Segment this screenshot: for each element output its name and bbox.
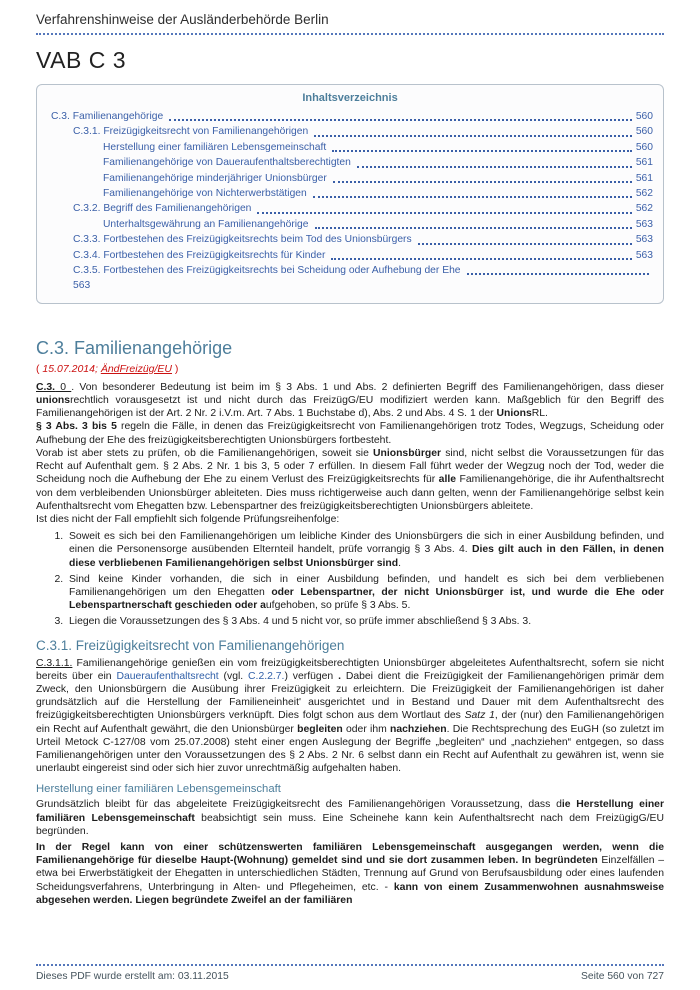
toc-entry[interactable] — [47, 248, 653, 263]
toc-dot-leader — [332, 150, 632, 152]
text-run: Grundsätzlich bleibt für das abgeleitete Freizügigkeitsrecht des Familienangehörigen Voraussetzung, dass d — [36, 799, 562, 811]
doc-title: VAB C 3 — [36, 47, 126, 73]
document-page — [36, 12, 665, 982]
text-run: Familienangehörige genießen ein vom freizügigkeitsberechtigten Unionsbürger abgeleitetes Aufenthaltsrecht, sofern sie nicht bereits über ein — [36, 657, 664, 682]
text-run: nachziehen — [390, 723, 447, 735]
toc-dot-leader — [418, 243, 632, 245]
text-run: . — [398, 557, 402, 569]
toc-page-number: 560 — [635, 111, 653, 122]
text-run: . — [71, 381, 80, 393]
text-run: ( — [36, 362, 43, 375]
text-run: In begründeten — [521, 855, 598, 867]
text-run: RL. — [531, 408, 548, 420]
toc-page-number: 563 — [635, 249, 653, 261]
priority-list — [54, 530, 664, 628]
toc-title: Inhaltsverzeichnis — [302, 92, 398, 104]
text-run: oder Lebenspartner, der nicht Unionsbürger ist, und wurde die Ehe oder Lebenspartnerschaft geschieden oder a — [69, 586, 664, 612]
text-run: (vgl. — [218, 670, 249, 682]
revision-note — [36, 363, 664, 375]
toc-entry[interactable] — [47, 124, 653, 139]
toc-entry[interactable] — [47, 201, 653, 216]
page-footer — [36, 964, 664, 982]
toc-entries — [47, 109, 653, 294]
text-run: sind, nicht selbst die Voraussetzungen für das Recht auf Aufenthalt gem. § 2 Abs. 2 Nr. 1 bis 3, 5 oder 7 erfüllen. In diesem Fall führt weder der Wegzug noch der Tod, weder die Scheidung noch die Aufhebung der Ehe zu einem Verlust des Freizügigkeitsrechts für — [36, 447, 665, 486]
toc-page-number: 563 — [635, 218, 653, 230]
paragraph-3 — [36, 447, 664, 513]
text-run: ufgehoben, so prüfe § 3 Abs. 5. — [265, 600, 411, 612]
toc-entry-label: Herstellung einer familiären Lebensgemeinschaft — [103, 141, 327, 153]
toc-dot-leader — [313, 196, 632, 198]
text-run: beabsichtigt sein muss. Eine Scheinehe kann kein Aufenthaltsrecht nach dem FreizügigG/EU begründen. — [36, 812, 664, 837]
paragraph-7 — [36, 841, 664, 907]
text-run: C.3.1.1. — [36, 657, 73, 669]
text-run: unions — [36, 395, 71, 407]
toc-entry[interactable] — [47, 217, 653, 232]
list-item-3 — [66, 615, 664, 628]
paragraph-4 — [36, 513, 664, 526]
toc-dot-leader — [333, 181, 632, 183]
text-run: Einzelfällen – etwa bei Erwerbstätigkeit der Ehegatten in unterschiedlichen Städten, Trennung auf Grund von Berufsausbildung oder eines laufenden Scheidungsverfahrens, Unterbringung in Alten- und Pflegeheimen, etc. - — [36, 855, 664, 893]
footer-divider — [36, 964, 664, 966]
toc-page-number: 562 — [635, 203, 653, 215]
text-run: kann von einem Zusammenwohnen ausnahmsweise abgesehen werden. Liegen begründete Zweifel an der familiären — [36, 881, 665, 906]
header-divider — [36, 33, 664, 35]
footer-page-number: Seite 560 von 727 — [580, 971, 664, 982]
toc-entry-page-line[interactable] — [47, 278, 653, 293]
text-run: Soweit es sich bei den Familienangehörigen um leibliche Kinder des Unionsbürgers die sich in einer Ausbildung befinden, und einen die Personensorge ausübenden Elternteil handelt, prüfe vorrangig § 3 Abs. 4. — [69, 531, 664, 556]
toc-entry[interactable] — [47, 109, 653, 124]
toc-page-number: 563 — [635, 234, 653, 246]
toc-entry[interactable] — [47, 155, 653, 170]
document-header — [36, 12, 664, 27]
toc-entry-label: C.3.1. Freizügigkeitsrecht von Familienangehörigen — [73, 126, 309, 138]
list-item-1 — [66, 530, 664, 570]
text-run: Ist dies nicht der Fall empfiehlt sich folgende Prüfungsreihenfolge: — [36, 513, 340, 525]
toc-page-number: 561 — [635, 172, 653, 184]
toc-entry-label: Familienangehörige von Daueraufenthaltsberechtigten — [103, 157, 351, 169]
text-run: C.3. — [36, 381, 56, 393]
toc-entry-label: C.3.3. Fortbestehen des Freizügigkeitsrechts beim Tod des Unionsbürgers — [73, 234, 412, 246]
toc-entry[interactable] — [47, 171, 653, 186]
toc-entry[interactable] — [47, 263, 653, 278]
text-run: ie Herstellung einer familiären Lebensgemeinschaft — [36, 799, 665, 824]
text-run: In der Regel kann von einer schützenswerten familiären Lebensgemeinschaft ausgegangen werden, wenn die Familienangehörige für dieselbe Haupt-(Wohnung) gemeldet sind und sie dort zusammen leben. — [36, 841, 664, 867]
text-run: Dabei dient die Freizügigkeit der Familienangehörigen primär dem Zweck, den Unionsbürgern die Ausübung ihrer Freizügigkeit zu erleichtern. Die Freizügigkeit der Familienangehörigen ist daher grundsätzlich auf die Herstellung der Familieneinheit' ausgerichtet und in Bestand und Dauer mit dem Aufenthaltsrecht des freizügigkeitsberechtigten Unionsbürgers verknüpft. Dies folgt schon aus dem Wortlaut des — [36, 670, 665, 722]
text-run: rechtlich vorausgesetzt ist und nicht durch das FreizügG/EU modifiziert werden kann. Maßgeblich für den Begriff des Familienangehörigen ist der Art. 2 Nr. 2 i.V.m. Art. 7 Abs. 1 Buchstabe d), Abs. 2 und Abs. 4 S. 1 der — [36, 395, 664, 420]
text-run: ÄndFreizüg/EU — [100, 362, 173, 375]
toc-page-number: 560 — [635, 141, 653, 153]
text-run: Vorab ist aber stets zu prüfen, ob die Familienangehörigen, soweit sie — [36, 447, 373, 459]
footer-created-text: Dieses PDF wurde erstellt am: 03.11.2015 — [36, 971, 229, 982]
toc-entry[interactable] — [47, 186, 653, 201]
toc-entry[interactable] — [47, 232, 653, 247]
text-run: . Die Rechtsprechung des EuGH (so zuletzt im Urteil Metock C-127/08 vom 25.07.2008) steht einer engen Auslegung der Begriffe „begleiten“ und „nachziehen“ entgegen, so dass Familienangehörigen unter den Voraussetzungen des § 2 Abs. 2 Nr. 6 selbst dann ein Recht auf Aufenthalt zu gewähren ist, wenn sie unerlaubt eingereist sind oder sich hier zuvor unrechtmäßig aufgehalten haben. — [36, 723, 664, 775]
paragraph-6 — [36, 798, 664, 838]
toc-dot-leader — [467, 273, 649, 275]
section-heading-c3: C.3. Familienangehörige — [36, 337, 233, 358]
toc-entry-label: C.3.4. Fortbestehen des Freizügigkeitsrechts für Kinder — [73, 249, 326, 261]
toc-entry-label: Familienangehörige minderjähriger Unionsbürger — [103, 172, 327, 184]
toc-entry-label: C.3.2. Begriff des Familienangehörigen — [73, 203, 252, 215]
toc-entry-label: Familienangehörige von Nichterwerbstätigen — [103, 188, 307, 200]
toc-dot-leader — [357, 166, 632, 168]
paragraph-2 — [36, 420, 664, 446]
section-heading-c31: C.3.1. Freizügigkeitsrecht von Familienangehörigen — [36, 637, 345, 653]
toc-page-number: 560 — [635, 126, 653, 138]
text-run: § 3 Abs. 3 bis 5 — [36, 421, 117, 433]
inline-link[interactable]: C.2.2.7. — [248, 670, 285, 682]
paragraph-1 — [36, 381, 664, 421]
text-run: 0 — [55, 381, 72, 393]
toc-dot-leader — [169, 119, 632, 121]
text-run: 15.07.2014; — [42, 362, 98, 375]
paragraph-5 — [36, 657, 664, 776]
toc-entry-label: C.3.5. Fortbestehen des Freizügigkeitsrechts bei Scheidung oder Aufhebung der Ehe — [73, 265, 461, 277]
text-run: Unionsbürger — [372, 447, 442, 459]
toc-dot-leader — [331, 258, 631, 260]
text-run: Dies gilt auch in den Fällen, in denen diese verbliebenen Familienangehörigen selbst Unionsbürger sind — [69, 544, 664, 569]
toc-page-number: 562 — [635, 188, 653, 200]
text-run: Sind keine Kinder vorhanden, die sich in einer Ausbildung befinden, und handelt es sich bei dem verbliebenen Familienangehörigen um den Ehegatten — [69, 573, 664, 598]
toc-dot-leader — [314, 135, 632, 137]
text-run: begleiten — [297, 723, 343, 735]
text-run: Liegen die Voraussetzungen des § 3 Abs. 4 und 5 nicht vor, so prüfe immer abschließend § 3 Abs. 3. — [69, 616, 532, 628]
text-run: Unions — [496, 408, 532, 420]
text-run: oder ihm — [342, 723, 391, 735]
inline-link[interactable]: Daueraufenthaltsrecht — [116, 670, 219, 682]
subsection-heading-lebensgemeinschaft: Herstellung einer familiären Lebensgemeinschaft — [36, 783, 281, 796]
toc-box — [36, 84, 664, 304]
toc-page-number: 563 — [73, 280, 91, 292]
text-run: Von besonderer Bedeutung ist beim im § 3 Abs. 1 und Abs. 2 definierten Begriff des Familienangehörigen, dass dieser — [79, 381, 664, 393]
list-item-2 — [66, 573, 664, 613]
toc-entry-label: C.3. Familienangehörige — [51, 111, 164, 122]
text-run: Satz 1 — [464, 710, 495, 722]
toc-dot-leader — [257, 212, 631, 214]
toc-entry-label: Unterhaltsgewährung an Familienangehörige — [103, 218, 309, 230]
text-run: ) verfügen — [284, 670, 339, 682]
text-run: . — [338, 670, 341, 682]
toc-dot-leader — [315, 227, 632, 229]
text-run: ) — [172, 362, 179, 375]
text-run: regeln die Fälle, in denen das Freizügigkeitsrecht von Familienangehörigen trotz Todes, Wegzugs, Scheidung oder Aufhebung der Ehe des freizügigkeitsberechtigten Unionsbürgers fortbesteht. — [36, 421, 664, 446]
toc-entry[interactable] — [47, 140, 653, 155]
text-run: alle — [438, 474, 457, 486]
text-run: Familienangehörige, die ihr Aufenthaltsrecht von dem verbleibenden Unionsbürger ableiteten. Dies muss richtigerweise auch dann gelten, wenn der Familienangehörige selbst kein Aufenthaltsrecht vom Ehegatten bzw. Lebenspartner des freizügigkeitsberechtigten Unionsbürgers ableitete. — [36, 474, 664, 512]
document-header-title: Verfahrenshinweise der Ausländerbehörde Berlin — [36, 12, 329, 27]
text-run: , der (nur) den Familienangehörigen ein Recht auf Aufenthalt gewährt, die den Unionsbürger — [36, 710, 664, 735]
toc-page-number: 561 — [635, 157, 653, 169]
